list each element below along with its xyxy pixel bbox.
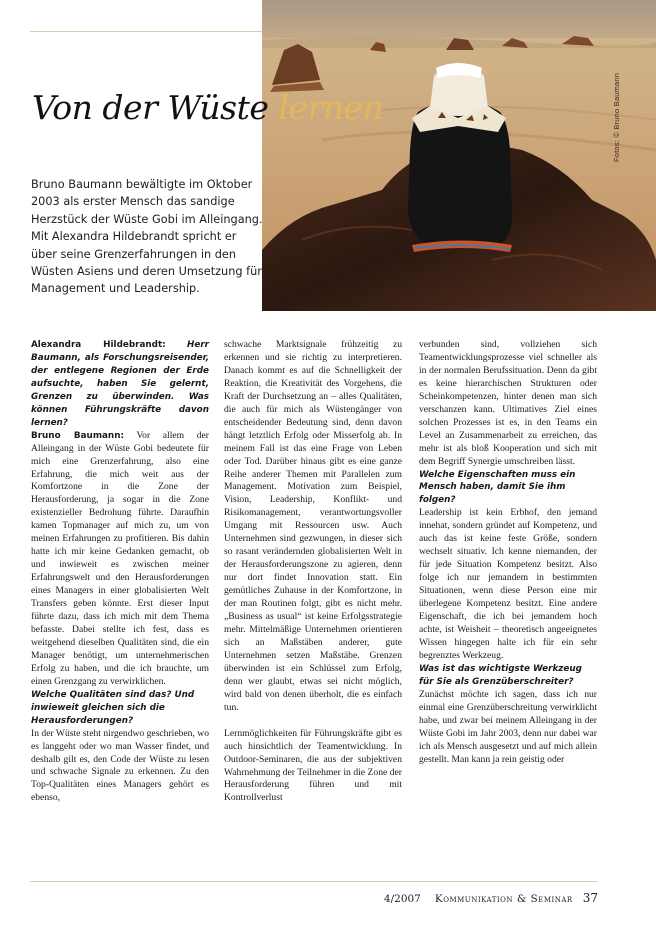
article-title-main: Von der Wüste <box>32 88 269 127</box>
speaker-interviewer: Alexandra Hildebrandt: <box>31 340 166 350</box>
footer-rule <box>30 881 598 882</box>
answer-1 <box>31 430 209 689</box>
photo-credit: Fotos: © Bruno Baumann <box>612 72 621 162</box>
issue-number: 4/2007 <box>383 893 421 905</box>
answer-3: Leadership ist kein Erbhof, den jemand innehat, sondern gründet auf Kompetenz, und auch das ist keine feste Größe, sondern wechselt situativ. Ich kenne niemanden, der für jede Situation Kompetenz besitzt. Also folge ich nur jemandem in bestimmten Situationen, wenn diese Person eine mir überlegene Kompetenz besitzt. Eine andere Eigenschaft, die ich bei jemandem hoch achte, ist Weisheit – theoretisch angeeignetes Wissen hingegen halte ich für ein sehr begrenztes Werkzeug. <box>419 507 597 661</box>
page-footer <box>384 891 598 905</box>
article-title <box>32 88 383 127</box>
magazine-name: Kommunikation & Seminar <box>434 893 573 905</box>
paragraph: Lernmöglichkeiten für Führungskräfte gibt es auch hinsichtlich der Teamentwicklung. In Outdoor-Seminaren, die aus der subjektiven Wahrnehmung der Teilnehmer in die Zone der Herausforderung führen und mit Kontrollverlust <box>224 727 402 804</box>
paragraph: schwache Marktsignale frühzeitig zu erkennen und sie richtig zu interpretieren. Danach kommt es auf die Schnelligkeit der Reaktion, die Kreativität des Vorgehens, die Kraft der Durchsetzung an – alles Qualitäten, die auch für mich als Wüstengänger von entscheidender Bedeutung sind, denn davon hängt letztlich Erfolg oder Misserfolg ab. In meinem Fall ist das eine Frage von Leben oder Tod. Darüber hinaus gibt es eine ganze Reihe anderer Themen mit Parallelen zum Management. Motivation zum Beispiel, Vision, Leadership, Konflikt- und Risikomanagement, verantwortungsvoller Umgang mit Ressourcen usw. Auch Unternehmen sind gezwungen, in dieser sich so rasant verändernden globalisierten Welt in der Herausforderungszone zu agieren, denn nur dort findet Innovation statt. Ein gemütliches Zuhause in der Komfortzone, in der man Routinen folgt, gibt es nicht mehr. „Business as usual“ ist keine Erfolgsstrategie mehr. Mittelmäßige Unternehmen orientieren sich an Maßstäben anderer, gute Unternehmen setzen Maßstäbe. Grenzen überwinden ist ein Schlüssel zum Erfolg, denn wer glaubt, etwas sei nicht möglich, wird bald von denen überholt, die es einfach tun. <box>224 339 402 713</box>
page-number: 37 <box>582 891 598 905</box>
paragraph: verbunden sind, vollziehen sich Teamentwicklungsprozesse viel schneller als in der normalen Berufssituation. Denn da gibt es keine hierarchischen Strukturen oder Scheinkompetenzen, hinter denen man sich verschanzen kann. Ultimatives Ziel eines solchen Prozesses ist es, in den Teams ein Level an Zusammenarbeit zu erreichen, das mehr ist als bloß Kooperation und sich mit dem Begriff Synergie umschreiben lässt. <box>419 339 597 467</box>
answer-text: Vor allem der Alleingang in der Wüste Gobi bedeutete für mich eine Grenzerfahrung, also eine Erfahrung, die mich weit aus der Komfortzone in die Zone der Herausforderung, ja sogar in die Zone existenzieller Bedrohung führte. Daraufhin kamen Topmanager auf mich zu, um von meinen Erfahrungen zu profitieren. Bis dahin hatte ich mir keine Gedanken gemacht, ob und inwieweit es zwischen meiner Erfahrungswelt und den Herausforderungen eines Managers in einer globalisierten Welt Transfers geben könnte. Erst dieser Input führte dazu, dass ich mich mit dem Thema befasste. Dabei stellte ich fest, dass es weitgehend dieselben Qualitäten sind, die ein Manager benötigt, um unternehmerischen Erfolg zu haben, und die ich brauchte, um einen Grenzgang zu verwirklichen. <box>31 429 209 687</box>
text-column-2 <box>224 339 402 805</box>
question-3: Welche Eigenschaften muss ein Mensch haben, damit Sie ihm folgen? <box>419 469 576 506</box>
top-rule <box>30 31 262 32</box>
question-2: Welche Qualitäten sind das? Und inwieweit gleichen sich die Herausforderungen? <box>31 689 195 726</box>
answer-4: Zunächst möchte ich sagen, dass ich nur einmal eine Grenzüberschreitung verwirklicht habe, und zwar bei meinem Alleingang in der Wüste Gobi im Jahr 2003, denn nur dabei war ich als Mensch ausgesetzt und auf mich allein gestellt. Man kann ja rein geistig oder <box>419 688 597 765</box>
question-text: Herr Baumann, als Forschungsreisender, der entlegene Regionen der Erde aufsuchte, haben Sie gelernt, Grenzen zu überwinden. Was können Führungskräfte davon lernen? <box>31 340 209 428</box>
speaker-interviewee: Bruno Baumann: <box>31 430 124 441</box>
question-1 <box>31 339 209 430</box>
text-column-1 <box>31 339 209 805</box>
desert-photo-illustration <box>262 0 656 311</box>
question-4: Was ist das wichtigste Werkzeug für Sie als Grenzüberschreiter? <box>419 663 582 687</box>
article-title-accent: lernen <box>278 88 384 127</box>
answer-2: In der Wüste steht nirgendwo geschrieben, wo es langgeht oder wo man Wasser findet, und deshalb gilt es, den Code der Wüste zu lesen und schwache Signale zu erkennen. Zu den Top-Qualitäten eines Managers gehört es ebenso, <box>31 727 209 804</box>
text-column-3 <box>419 339 597 766</box>
article-lead: Bruno Baumann bewältigte im Oktober 2003 als erster Mensch das sandige Herzstück der Wüste Gobi im Alleingang. Mit Alexandra Hildebrandt spricht er über seine Grenzerfahrungen in den Wüsten Asiens und deren Umsetzung für Management und Leadership. <box>31 178 263 296</box>
desert-photo <box>262 0 656 311</box>
